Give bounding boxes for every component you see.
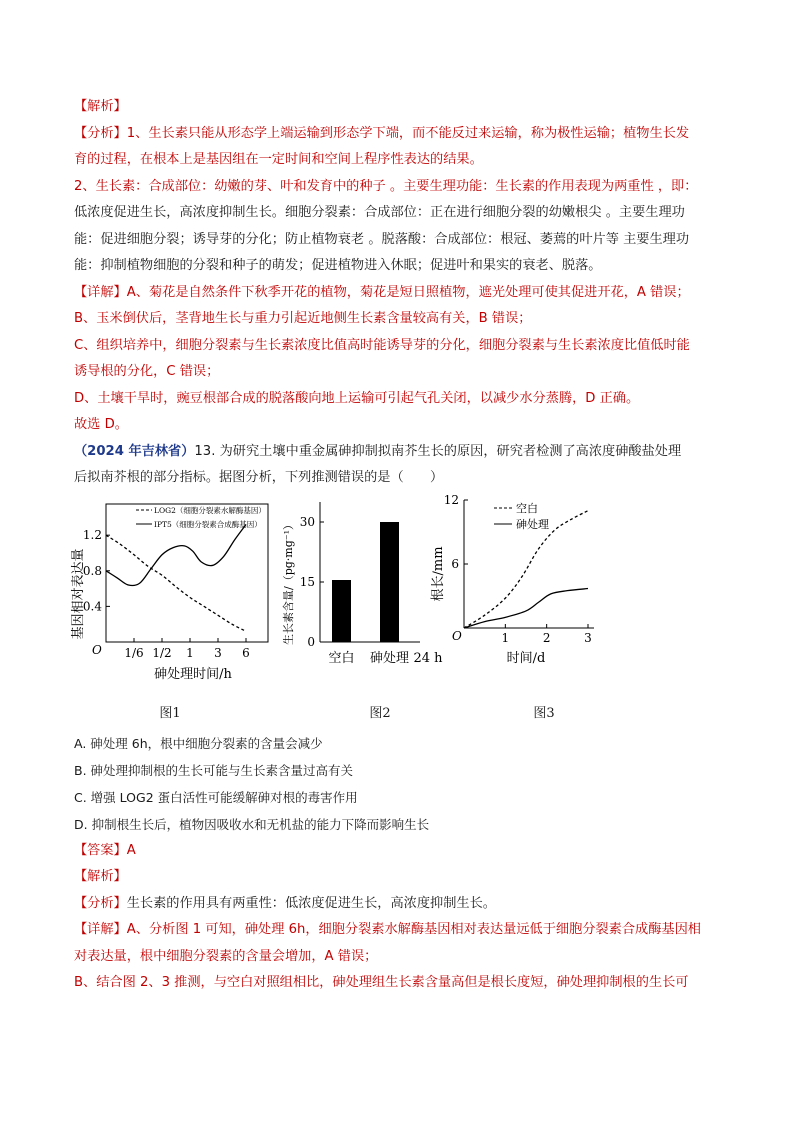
answer-line: 【答案】A xyxy=(74,842,136,858)
fig3-origin: O xyxy=(452,628,462,643)
xiangjie-line-b: B、玉米倒伏后，茎背地生长与重力引起近地侧生长素含量较高有关，B 错误； xyxy=(74,311,532,326)
fig3-series-1 xyxy=(464,588,588,627)
fenxi-text-1a: 1、生长素只能从形态学上端运输到形态学下端，而不能反过来运输，称为极性运输；植物生长发 xyxy=(126,125,690,141)
fig1-xtick-label-3: 3 xyxy=(214,645,222,660)
fig3-xtick-label-0: 1 xyxy=(501,630,510,645)
fig3-legend-blank: 空白 xyxy=(516,501,538,515)
fenxi-tag: 【分析】 xyxy=(74,125,127,141)
question-stem-2: 后拟南芥根的部分指标。据图分析，下列推测错误的是（ ） xyxy=(74,470,444,485)
fig2-ytick-label-2: 30 xyxy=(299,514,315,529)
figure-2-caption: 图2 xyxy=(369,705,391,721)
xiangjie-line-c2: 诱导根的分化，C 错误； xyxy=(74,364,220,379)
xiangjie-tag: 【详解】 xyxy=(74,284,127,300)
option-c: C. 增强 LOG2 蛋白活性可能缓解砷对根的毒害作用 xyxy=(74,789,358,805)
fig2-category-1: 砷处理 xyxy=(369,650,410,666)
fig1-legend-ipt5: IPT5（细胞分裂素合成酶基因） xyxy=(154,519,262,529)
fig2-bar-0 xyxy=(332,580,351,642)
fenxi-line-4: 低浓度促进生长，高浓度抑制生长。细胞分裂素：合成部位：正在进行细胞分裂的幼嫩根尖 。主要生理功 xyxy=(74,205,685,220)
conclusion-line: 故选 D。 xyxy=(74,417,128,432)
page-content xyxy=(71,94,724,997)
fig3-xtick-label-1: 2 xyxy=(542,630,551,645)
fig1-xtick-label-4: 6 xyxy=(242,645,250,660)
xiangjie2-line-a2: 对表达量，根中细胞分裂素的含量会增加，A 错误； xyxy=(74,948,378,964)
figure-3-chart xyxy=(431,492,604,696)
fig1-series-0 xyxy=(106,535,246,631)
question-source: （2024 年吉林省） xyxy=(74,443,195,459)
fig1-legend-log2: LOG2（细胞分裂素水解酶基因） xyxy=(154,505,266,515)
fig2-bar-1 xyxy=(380,522,399,642)
fenxi2-text: 生长素的作用具有两重性：低浓度促进生长，高浓度抑制生长。 xyxy=(126,895,496,911)
option-b: B. 砷处理抑制根的生长可能与生长素含量过高有关 xyxy=(74,762,354,778)
fig1-ytick-label-1: 0.8 xyxy=(82,563,102,578)
fig1-origin: O xyxy=(92,642,102,657)
fig3-legend-arsenic: 砷处理 xyxy=(516,517,549,531)
option-a: A. 砷处理 6h，根中细胞分裂素的含量会减少 xyxy=(74,735,323,751)
fig1-ytick-label-0: 0.4 xyxy=(82,598,102,613)
fig1-xtick-label-0: 1/6 xyxy=(124,645,144,660)
figures-row xyxy=(71,492,724,728)
fenxi-line-2: 育的过程，在根本上是基因组在一定时间和空间上程序性表达的结果。 xyxy=(74,152,483,167)
analysis-heading-2: 【解析】 xyxy=(74,869,127,884)
fig1-ylabel: 基因相对表达量 xyxy=(71,547,86,640)
analysis-heading: 【解析】 xyxy=(74,99,127,114)
fenxi2-tag: 【分析】 xyxy=(74,895,127,911)
xiangjie2-line-a1 xyxy=(74,917,724,944)
xiangjie-line-d: D、土壤干旱时，豌豆根部合成的脱落酸向地上运输可引起气孔关闭，以减少水分蒸腾，D 正确。 xyxy=(74,390,640,406)
xiangjie-line-a xyxy=(74,280,724,307)
figure-1-caption: 图1 xyxy=(159,705,181,721)
figure-1 xyxy=(68,496,273,721)
fig2-suffix: 24 h xyxy=(413,650,443,666)
fenxi-line-3 xyxy=(74,174,724,201)
options-list xyxy=(74,730,724,838)
fig2-ylabel: 生长素含量/（pg·mg⁻¹） xyxy=(282,518,295,645)
xiangjie-a: A、菊花是自然条件下秋季开花的植物，菊花是短日照植物，遮光处理可使其促进开花，A 错误； xyxy=(126,284,690,300)
question-stem-text-1: 13. 为研究土壤中重金属砷抑制拟南芥生长的原因，研究者检测了高浓度砷酸盐处理 xyxy=(194,443,682,459)
xiangjie-line-c1: C、组织培养中，细胞分裂素与生长素浓度比值高时能诱导芽的分化，细胞分裂素与生长素浓度比值低时能 xyxy=(74,337,690,353)
xiangjie2-a1: A、分析图 1 可知，砷处理 6h，细胞分裂素水解酶基因相对表达量远低于细胞分裂素合成酶基因相 xyxy=(126,922,701,937)
fenxi2-line xyxy=(74,891,724,918)
fig3-ytick-label-0: 6 xyxy=(451,556,459,571)
fenxi-line-1 xyxy=(74,121,724,148)
figure-3 xyxy=(431,492,604,721)
figure-2 xyxy=(280,496,443,721)
fig1-ytick-label-2: 1.2 xyxy=(82,527,102,542)
fig3-ytick-label-1: 12 xyxy=(443,492,459,507)
option-d: D. 抑制根生长后，植物因吸收水和无机盐的能力下降而影响生长 xyxy=(74,816,430,832)
fenxi-line-6: 能：抑制植物细胞的分裂和种子的萌发；促进植物进入休眠；促进叶和果实的衰老、脱落。 xyxy=(74,258,602,273)
fig1-xtick-label-1: 1/2 xyxy=(152,645,172,660)
fig3-ylabel: 根长/mm xyxy=(431,545,446,602)
figure-3-caption: 图3 xyxy=(533,705,555,721)
fig1-series-1 xyxy=(106,524,246,585)
figure-1-chart xyxy=(68,496,273,696)
fig1-xtick-label-2: 1 xyxy=(186,645,194,660)
figure-2-chart xyxy=(280,496,443,696)
fig3-xtick-label-2: 3 xyxy=(584,630,592,645)
fig2-category-0: 空白 xyxy=(328,650,355,666)
fig1-xlabel: 砷处理时间/h xyxy=(154,666,232,682)
question-stem-1 xyxy=(74,439,724,466)
fenxi-text-2a: 2、生长素：合成部位：幼嫩的芽、叶和发育中的种子 。主要生理功能：生长素的作用表现为两重性 ，即： xyxy=(74,178,698,194)
xiangjie2-line-b1: B、结合图 2、3 推测，与空白对照组相比，砷处理组生长素含量高但是根长度短，砷处理抑制根的生长可 xyxy=(74,975,689,990)
fig2-ytick-label-1: 15 xyxy=(299,574,315,589)
fenxi-line-5: 能：促进细胞分裂；诱导芽的分化；防止植物衰老 。脱落酸：合成部位：根冠、萎蔫的叶片等 主要生理功 xyxy=(74,231,690,247)
fig3-xlabel: 时间/d xyxy=(506,650,546,666)
fig2-ytick-label-0: 0 xyxy=(307,634,315,649)
xiangjie2-tag: 【详解】 xyxy=(74,922,127,937)
